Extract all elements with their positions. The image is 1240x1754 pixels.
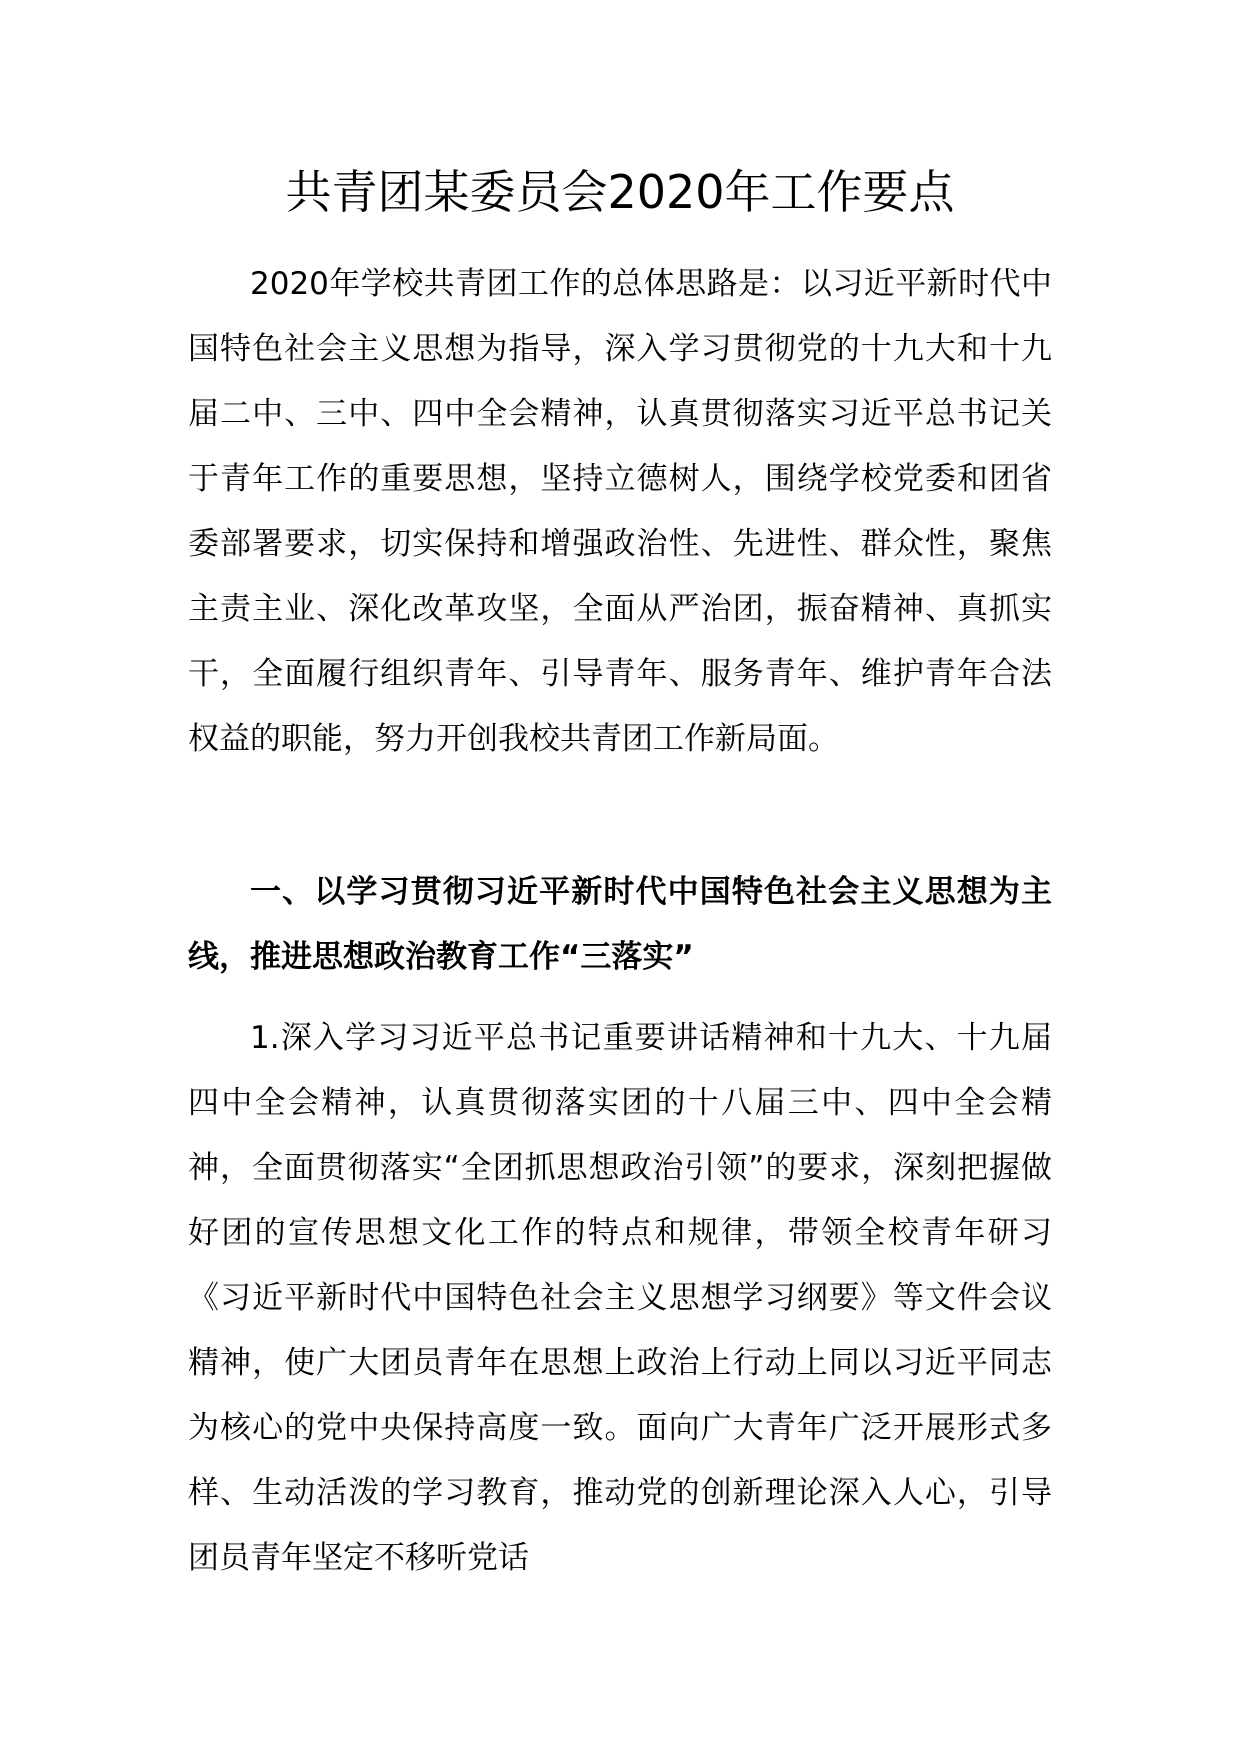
item-paragraph: 1.深入学习习近平总书记重要讲话精神和十九大、十九届四中全会精神，认真贯彻落实团的十八届三中、四中全会精神，全面贯彻落实“全团抓思想政治引领”的要求，深刻把握做好团的宣传思想文化工作的特点和规律，带领全校青年研习《习近平新时代中国特色社会主义思想学习纲要》等文件会议精神，使广大团员青年在思想上政治上行动上同以习近平同志为核心的党中央保持高度一致。面向广大青年广泛开展形式多样、生动活泼的学习教育，推动党的创新理论深入人心，引导团员青年坚定不移听党话 [188, 1020, 1052, 1576]
section-heading: 一、以学习贯彻习近平新时代中国特色社会主义思想为主线，推进思想政治教育工作“三落实” [188, 874, 1052, 975]
intro-paragraph: 2020年学校共青团工作的总体思路是：以习近平新时代中国特色社会主义思想为指导，深入学习贯彻党的十九大和十九届二中、三中、四中全会精神，认真贯彻落实习近平总书记关于青年工作的重要思想，坚持立德树人，围绕学校党委和团省委部署要求，切实保持和增强政治性、先进性、群众性，聚焦主责主业、深化改革攻坚，全面从严治团，振奋精神、真抓实干，全面履行组织青年、引导青年、服务青年、维护青年合法权益的职能，努力开创我校共青团工作新局面。 [188, 266, 1052, 757]
document-title: 共青团某委员会2020年工作要点 [285, 165, 955, 219]
